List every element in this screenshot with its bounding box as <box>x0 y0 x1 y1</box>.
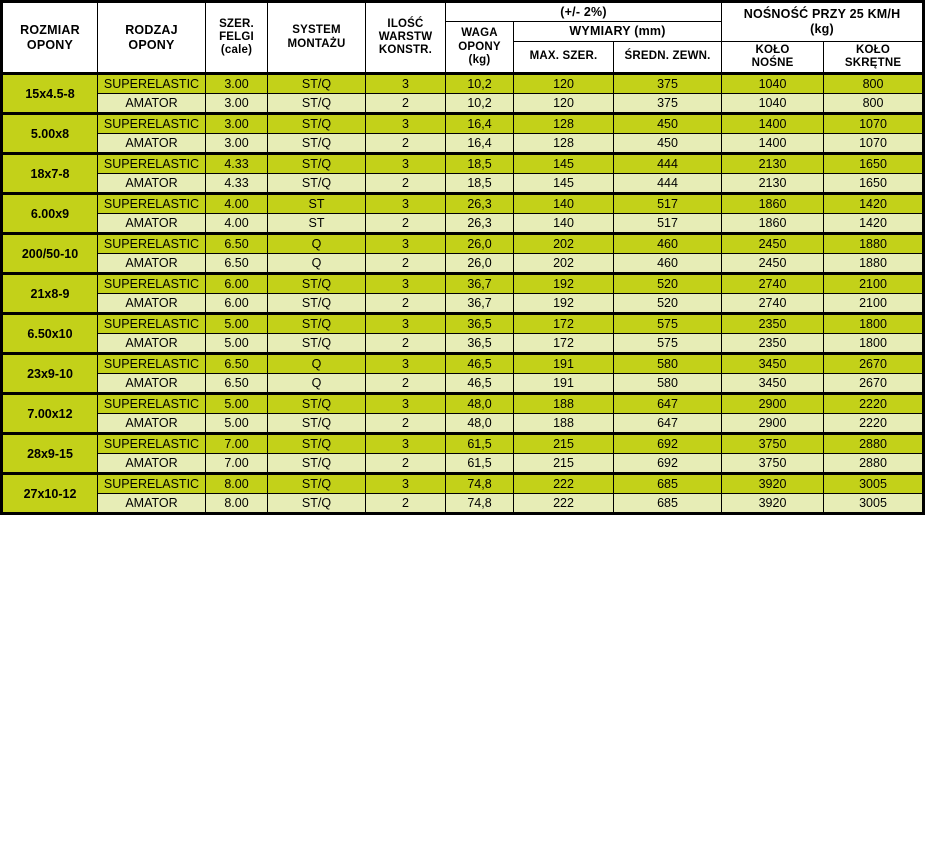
cell-load-bearing: 3450 <box>722 354 824 374</box>
cell-load-steer: 1800 <box>824 334 924 354</box>
header-mount-system: SYSTEM MONTAŻU <box>268 2 366 74</box>
cell-tire-type: AMATOR <box>98 134 206 154</box>
cell-max-width: 191 <box>514 354 614 374</box>
cell-load-steer: 2220 <box>824 394 924 414</box>
header-layer-count: ILOŚĆ WARSTW KONSTR. <box>366 2 446 74</box>
header-load-capacity: NOŚNOŚĆ PRZY 25 KM/H (kg) <box>722 2 924 42</box>
cell-mount: ST/Q <box>268 474 366 494</box>
cell-tire-type: SUPERELASTIC <box>98 394 206 414</box>
cell-tire-size: 28x9-15 <box>2 434 98 474</box>
cell-tire-type: AMATOR <box>98 254 206 274</box>
cell-layers: 2 <box>366 374 446 394</box>
cell-rim-width: 5.00 <box>206 414 268 434</box>
cell-mount: ST/Q <box>268 114 366 134</box>
cell-outer-diam: 575 <box>614 314 722 334</box>
cell-weight: 36,7 <box>446 274 514 294</box>
table-row <box>2 294 924 314</box>
cell-mount: Q <box>268 254 366 274</box>
cell-mount: Q <box>268 234 366 254</box>
cell-load-steer: 1070 <box>824 114 924 134</box>
cell-tire-type: AMATOR <box>98 94 206 114</box>
cell-rim-width: 4.00 <box>206 214 268 234</box>
table-header <box>2 2 924 74</box>
cell-rim-width: 4.33 <box>206 174 268 194</box>
cell-tire-size: 27x10-12 <box>2 474 98 514</box>
cell-mount: ST/Q <box>268 454 366 474</box>
cell-tire-size: 5.00x8 <box>2 114 98 154</box>
cell-load-bearing: 3750 <box>722 434 824 454</box>
cell-weight: 48,0 <box>446 414 514 434</box>
cell-max-width: 192 <box>514 294 614 314</box>
cell-rim-width: 6.50 <box>206 354 268 374</box>
table-row <box>2 74 924 94</box>
header-load-bearing-wheel: KOŁO NOŚNE <box>722 41 824 73</box>
cell-outer-diam: 580 <box>614 374 722 394</box>
cell-mount: ST/Q <box>268 174 366 194</box>
cell-weight: 61,5 <box>446 434 514 454</box>
cell-rim-width: 8.00 <box>206 474 268 494</box>
cell-rim-width: 4.00 <box>206 194 268 214</box>
cell-layers: 2 <box>366 494 446 514</box>
cell-tire-size: 18x7-8 <box>2 154 98 194</box>
cell-tire-size: 23x9-10 <box>2 354 98 394</box>
cell-mount: ST/Q <box>268 294 366 314</box>
cell-mount: ST/Q <box>268 154 366 174</box>
cell-outer-diam: 580 <box>614 354 722 374</box>
cell-layers: 2 <box>366 454 446 474</box>
cell-weight: 16,4 <box>446 114 514 134</box>
cell-rim-width: 6.50 <box>206 374 268 394</box>
cell-load-bearing: 1400 <box>722 114 824 134</box>
cell-weight: 36,5 <box>446 334 514 354</box>
cell-layers: 3 <box>366 314 446 334</box>
cell-load-steer: 2880 <box>824 434 924 454</box>
cell-max-width: 215 <box>514 434 614 454</box>
cell-layers: 2 <box>366 294 446 314</box>
cell-weight: 74,8 <box>446 474 514 494</box>
table-row <box>2 94 924 114</box>
cell-mount: ST/Q <box>268 494 366 514</box>
cell-load-bearing: 3920 <box>722 474 824 494</box>
cell-tire-type: AMATOR <box>98 494 206 514</box>
cell-mount: ST/Q <box>268 94 366 114</box>
cell-load-steer: 1420 <box>824 194 924 214</box>
cell-tire-type: AMATOR <box>98 414 206 434</box>
table-row <box>2 394 924 414</box>
cell-load-bearing: 2130 <box>722 154 824 174</box>
cell-rim-width: 3.00 <box>206 134 268 154</box>
cell-mount: ST <box>268 194 366 214</box>
cell-load-steer: 3005 <box>824 474 924 494</box>
cell-rim-width: 6.50 <box>206 254 268 274</box>
cell-layers: 3 <box>366 354 446 374</box>
table-row <box>2 214 924 234</box>
cell-max-width: 188 <box>514 394 614 414</box>
cell-load-steer: 2670 <box>824 374 924 394</box>
cell-layers: 2 <box>366 94 446 114</box>
cell-rim-width: 5.00 <box>206 334 268 354</box>
cell-tire-type: AMATOR <box>98 334 206 354</box>
cell-tire-size: 7.00x12 <box>2 394 98 434</box>
cell-tire-size: 6.50x10 <box>2 314 98 354</box>
cell-layers: 2 <box>366 174 446 194</box>
cell-load-bearing: 2350 <box>722 314 824 334</box>
cell-mount: ST/Q <box>268 274 366 294</box>
cell-max-width: 120 <box>514 74 614 94</box>
cell-tire-type: AMATOR <box>98 294 206 314</box>
cell-weight: 26,0 <box>446 254 514 274</box>
cell-weight: 26,0 <box>446 234 514 254</box>
cell-rim-width: 4.33 <box>206 154 268 174</box>
cell-outer-diam: 375 <box>614 94 722 114</box>
cell-weight: 18,5 <box>446 174 514 194</box>
cell-load-steer: 2880 <box>824 454 924 474</box>
cell-outer-diam: 520 <box>614 274 722 294</box>
cell-layers: 3 <box>366 74 446 94</box>
cell-mount: ST <box>268 214 366 234</box>
cell-load-bearing: 1860 <box>722 214 824 234</box>
cell-outer-diam: 460 <box>614 254 722 274</box>
cell-layers: 3 <box>366 154 446 174</box>
table-row <box>2 494 924 514</box>
cell-tire-type: SUPERELASTIC <box>98 234 206 254</box>
cell-rim-width: 6.00 <box>206 274 268 294</box>
cell-rim-width: 6.50 <box>206 234 268 254</box>
cell-layers: 3 <box>366 434 446 454</box>
cell-load-bearing: 2740 <box>722 274 824 294</box>
cell-load-steer: 1880 <box>824 234 924 254</box>
cell-load-steer: 1650 <box>824 154 924 174</box>
cell-weight: 10,2 <box>446 94 514 114</box>
header-tire-size: ROZMIAR OPONY <box>2 2 98 74</box>
cell-rim-width: 8.00 <box>206 494 268 514</box>
cell-rim-width: 7.00 <box>206 434 268 454</box>
cell-tire-type: SUPERELASTIC <box>98 274 206 294</box>
cell-tire-size: 6.00x9 <box>2 194 98 234</box>
table-row <box>2 114 924 134</box>
table-row <box>2 334 924 354</box>
cell-max-width: 140 <box>514 194 614 214</box>
table-row <box>2 354 924 374</box>
cell-layers: 3 <box>366 114 446 134</box>
cell-outer-diam: 444 <box>614 174 722 194</box>
cell-layers: 3 <box>366 194 446 214</box>
table-row <box>2 314 924 334</box>
cell-layers: 2 <box>366 414 446 434</box>
cell-rim-width: 5.00 <box>206 394 268 414</box>
cell-max-width: 202 <box>514 234 614 254</box>
cell-tire-size: 15x4.5-8 <box>2 74 98 114</box>
table-row <box>2 434 924 454</box>
cell-weight: 46,5 <box>446 354 514 374</box>
cell-load-steer: 800 <box>824 74 924 94</box>
cell-outer-diam: 450 <box>614 134 722 154</box>
cell-tire-size: 21x8-9 <box>2 274 98 314</box>
cell-layers: 2 <box>366 334 446 354</box>
cell-max-width: 140 <box>514 214 614 234</box>
cell-load-bearing: 1860 <box>722 194 824 214</box>
cell-tire-type: SUPERELASTIC <box>98 434 206 454</box>
cell-load-steer: 1880 <box>824 254 924 274</box>
cell-max-width: 192 <box>514 274 614 294</box>
cell-max-width: 222 <box>514 474 614 494</box>
cell-weight: 26,3 <box>446 194 514 214</box>
cell-load-steer: 1800 <box>824 314 924 334</box>
cell-weight: 18,5 <box>446 154 514 174</box>
table-row <box>2 474 924 494</box>
table-row <box>2 454 924 474</box>
header-rim-width: SZER. FELGI (cale) <box>206 2 268 74</box>
cell-max-width: 215 <box>514 454 614 474</box>
cell-max-width: 172 <box>514 334 614 354</box>
cell-rim-width: 3.00 <box>206 94 268 114</box>
cell-max-width: 222 <box>514 494 614 514</box>
cell-tire-type: SUPERELASTIC <box>98 74 206 94</box>
cell-outer-diam: 444 <box>614 154 722 174</box>
cell-mount: ST/Q <box>268 134 366 154</box>
cell-outer-diam: 575 <box>614 334 722 354</box>
cell-weight: 48,0 <box>446 394 514 414</box>
cell-weight: 46,5 <box>446 374 514 394</box>
cell-load-bearing: 3750 <box>722 454 824 474</box>
header-tolerance: (+/- 2%) <box>446 2 722 22</box>
cell-mount: Q <box>268 354 366 374</box>
header-row-1 <box>2 2 924 22</box>
cell-tire-type: AMATOR <box>98 454 206 474</box>
cell-mount: ST/Q <box>268 434 366 454</box>
table-row <box>2 274 924 294</box>
cell-load-steer: 2220 <box>824 414 924 434</box>
cell-max-width: 145 <box>514 154 614 174</box>
cell-load-bearing: 1040 <box>722 94 824 114</box>
cell-rim-width: 3.00 <box>206 114 268 134</box>
header-tire-type: RODZAJ OPONY <box>98 2 206 74</box>
header-max-width: MAX. SZER. <box>514 41 614 73</box>
cell-mount: ST/Q <box>268 394 366 414</box>
table-row <box>2 154 924 174</box>
cell-rim-width: 6.00 <box>206 294 268 314</box>
cell-tire-type: SUPERELASTIC <box>98 194 206 214</box>
cell-load-steer: 1070 <box>824 134 924 154</box>
cell-outer-diam: 460 <box>614 234 722 254</box>
cell-max-width: 128 <box>514 114 614 134</box>
cell-rim-width: 3.00 <box>206 74 268 94</box>
table-row <box>2 414 924 434</box>
cell-layers: 2 <box>366 214 446 234</box>
cell-weight: 10,2 <box>446 74 514 94</box>
cell-tire-size: 200/50-10 <box>2 234 98 274</box>
table-body <box>2 74 924 514</box>
cell-max-width: 172 <box>514 314 614 334</box>
cell-weight: 74,8 <box>446 494 514 514</box>
cell-mount: ST/Q <box>268 334 366 354</box>
cell-load-bearing: 2450 <box>722 234 824 254</box>
cell-max-width: 188 <box>514 414 614 434</box>
cell-weight: 16,4 <box>446 134 514 154</box>
cell-layers: 3 <box>366 274 446 294</box>
cell-load-steer: 2100 <box>824 274 924 294</box>
cell-mount: Q <box>268 374 366 394</box>
cell-outer-diam: 685 <box>614 474 722 494</box>
cell-layers: 3 <box>366 234 446 254</box>
cell-load-bearing: 2350 <box>722 334 824 354</box>
cell-weight: 61,5 <box>446 454 514 474</box>
cell-load-steer: 1420 <box>824 214 924 234</box>
cell-layers: 3 <box>366 474 446 494</box>
cell-load-steer: 2100 <box>824 294 924 314</box>
cell-tire-type: AMATOR <box>98 374 206 394</box>
cell-outer-diam: 375 <box>614 74 722 94</box>
cell-outer-diam: 692 <box>614 454 722 474</box>
cell-max-width: 145 <box>514 174 614 194</box>
cell-outer-diam: 647 <box>614 394 722 414</box>
cell-load-bearing: 1400 <box>722 134 824 154</box>
cell-tire-type: SUPERELASTIC <box>98 354 206 374</box>
cell-rim-width: 7.00 <box>206 454 268 474</box>
cell-max-width: 202 <box>514 254 614 274</box>
cell-outer-diam: 517 <box>614 194 722 214</box>
table-row <box>2 254 924 274</box>
cell-max-width: 191 <box>514 374 614 394</box>
cell-outer-diam: 685 <box>614 494 722 514</box>
cell-mount: ST/Q <box>268 314 366 334</box>
table-row <box>2 374 924 394</box>
cell-tire-type: SUPERELASTIC <box>98 154 206 174</box>
cell-max-width: 120 <box>514 94 614 114</box>
cell-outer-diam: 692 <box>614 434 722 454</box>
table-row <box>2 134 924 154</box>
cell-tire-type: SUPERELASTIC <box>98 474 206 494</box>
cell-load-bearing: 2740 <box>722 294 824 314</box>
cell-outer-diam: 647 <box>614 414 722 434</box>
header-tire-weight: WAGA OPONY (kg) <box>446 22 514 74</box>
cell-load-bearing: 3920 <box>722 494 824 514</box>
cell-mount: ST/Q <box>268 74 366 94</box>
header-load-steer-wheel: KOŁO SKRĘTNE <box>824 41 924 73</box>
cell-weight: 26,3 <box>446 214 514 234</box>
cell-load-steer: 1650 <box>824 174 924 194</box>
cell-load-steer: 2670 <box>824 354 924 374</box>
cell-rim-width: 5.00 <box>206 314 268 334</box>
cell-layers: 2 <box>366 134 446 154</box>
cell-outer-diam: 450 <box>614 114 722 134</box>
table-row <box>2 174 924 194</box>
cell-load-bearing: 2900 <box>722 394 824 414</box>
cell-tire-type: AMATOR <box>98 174 206 194</box>
cell-load-bearing: 3450 <box>722 374 824 394</box>
cell-load-bearing: 2130 <box>722 174 824 194</box>
cell-layers: 2 <box>366 254 446 274</box>
cell-tire-type: SUPERELASTIC <box>98 314 206 334</box>
table-row <box>2 194 924 214</box>
cell-layers: 3 <box>366 394 446 414</box>
cell-mount: ST/Q <box>268 414 366 434</box>
cell-tire-type: AMATOR <box>98 214 206 234</box>
header-dimensions: WYMIARY (mm) <box>514 22 722 41</box>
cell-outer-diam: 520 <box>614 294 722 314</box>
table-row <box>2 234 924 254</box>
cell-outer-diam: 517 <box>614 214 722 234</box>
cell-load-bearing: 1040 <box>722 74 824 94</box>
cell-max-width: 128 <box>514 134 614 154</box>
cell-load-steer: 3005 <box>824 494 924 514</box>
cell-load-bearing: 2900 <box>722 414 824 434</box>
header-outer-diameter: ŚREDN. ZEWN. <box>614 41 722 73</box>
cell-weight: 36,7 <box>446 294 514 314</box>
cell-weight: 36,5 <box>446 314 514 334</box>
cell-load-steer: 800 <box>824 94 924 114</box>
cell-tire-type: SUPERELASTIC <box>98 114 206 134</box>
cell-load-bearing: 2450 <box>722 254 824 274</box>
